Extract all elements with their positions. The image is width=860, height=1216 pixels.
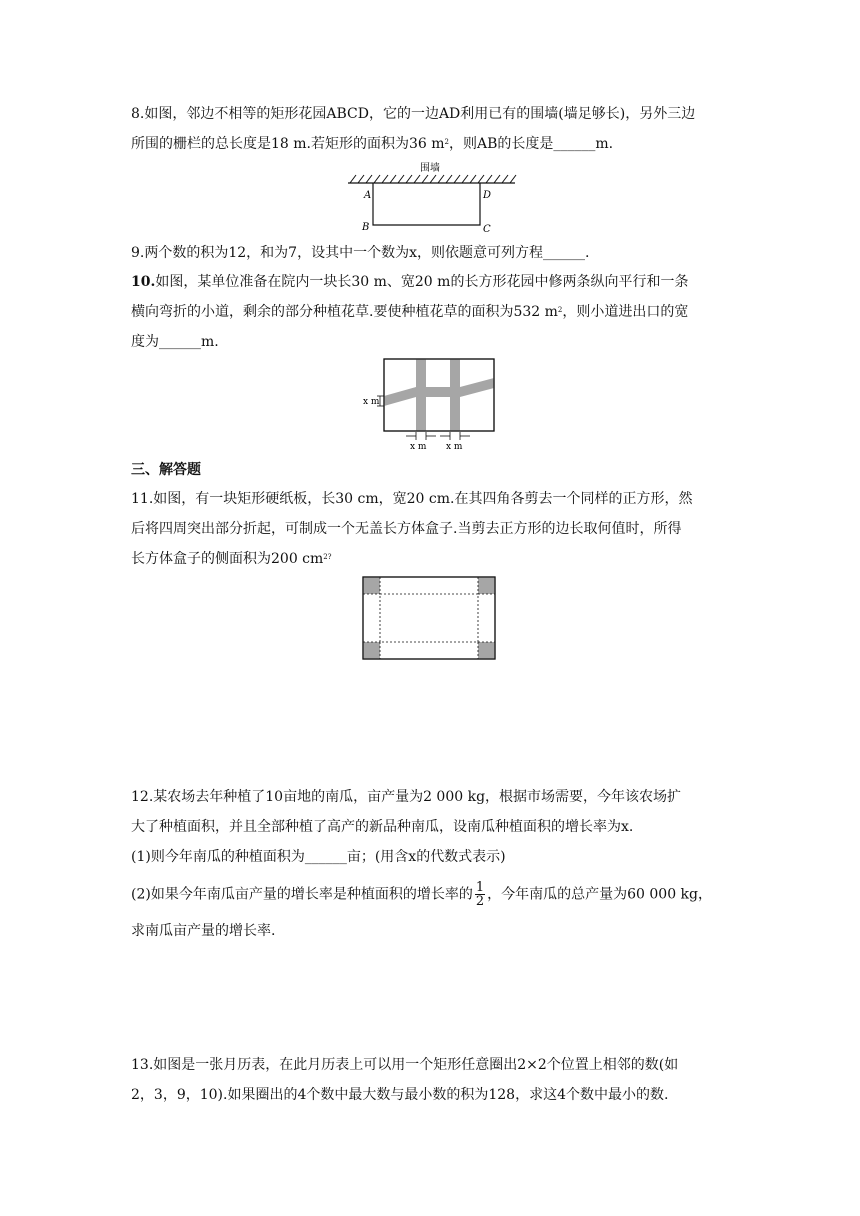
wall-hatching — [350, 175, 516, 183]
q13-line-2: 2，3，9，10).如果圈出的4个数中最大数与最小数的积为128，求这4个数中最小的数. — [131, 1087, 669, 1103]
left-width-label: x m — [363, 397, 380, 407]
section-heading: 三、解答题 — [131, 462, 201, 478]
corner-square-bottom-left — [363, 642, 380, 659]
cardboard-rectangle — [363, 577, 495, 659]
q11-line-3: 长方体盒子的侧面积为200 $cm^{2?}$ — [131, 551, 332, 567]
q12-part-2-continued: 求南瓜亩产量的增长率. — [131, 923, 276, 939]
point-A: A — [364, 190, 372, 201]
q12-part-1: (1)则今年南瓜的种植面积为______亩；(用含x的代数式表示) — [131, 849, 506, 865]
fence-outline — [373, 183, 480, 225]
wall-label: 围墙 — [420, 163, 440, 174]
q9-line-1: 9.两个数的积为12，和为7，设其中一个数为x，则依题意可列方程______. — [131, 245, 590, 261]
bottom-width-label-2: x m — [446, 442, 463, 452]
q8-line-2: 所围的栅栏的总长度是18 m.若矩形的面积为36 $m^2$，则AB的长度是______m. — [131, 136, 614, 152]
q11-cardboard-figure — [360, 575, 500, 663]
q12-line-1: 12.某农场去年种植了10亩地的南瓜，亩产量为2 000 kg，根据市场需要，今年该农场扩 — [131, 789, 682, 805]
corner-square-top-right — [478, 577, 495, 594]
corner-square-bottom-right — [478, 642, 495, 659]
q12-line-2: 大了种植面积，并且全部种植了高产的新品种南瓜，设南瓜种植面积的增长率为x. — [131, 819, 634, 835]
q10-garden-path-figure — [360, 356, 500, 454]
q12-part-2: (2)如果今年南瓜亩产量的增长率是种植面积的增长率的 $\frac{1}{2}$ ，今年南瓜的总产量为60 000 kg， — [131, 880, 713, 909]
q8-garden-figure — [340, 158, 520, 234]
point-B: B — [362, 222, 370, 233]
q10-line-3: 度为______m. — [131, 334, 219, 350]
point-C: C — [483, 224, 491, 234]
point-D: D — [483, 190, 492, 201]
corner-square-top-left — [363, 577, 380, 594]
q11-line-1: 11.如图，有一块矩形硬纸板，长30 cm，宽20 cm.在其四角各剪去一个同样的正方形，然 — [131, 491, 693, 507]
q8-line-1: 8.如图，邻边不相等的矩形花园ABCD，它的一边AD利用已有的围墙(墙足够长)，另外三边 — [131, 106, 696, 122]
q13-line-1: 13.如图是一张月历表，在此月历表上可以用一个矩形任意圈出2×2个位置上相邻的数(如 — [131, 1057, 679, 1073]
q10-line-1: 10.如图，某单位准备在院内一块长30 m、宽20 m的长方形花园中修两条纵向平行和一条 — [131, 274, 689, 290]
bottom-width-label-1: x m — [410, 442, 427, 452]
q11-line-2: 后将四周突出部分折起，可制成一个无盖长方体盒子.当剪去正方形的边长取何值时，所得 — [131, 521, 682, 537]
q10-line-2: 横向弯折的小道，剩余的部分种植花草.要使种植花草的面积为532 $m^2$，则小道进出口的宽 — [131, 304, 689, 320]
fraction-one-half: $\frac{1}{2}$ — [475, 880, 485, 909]
